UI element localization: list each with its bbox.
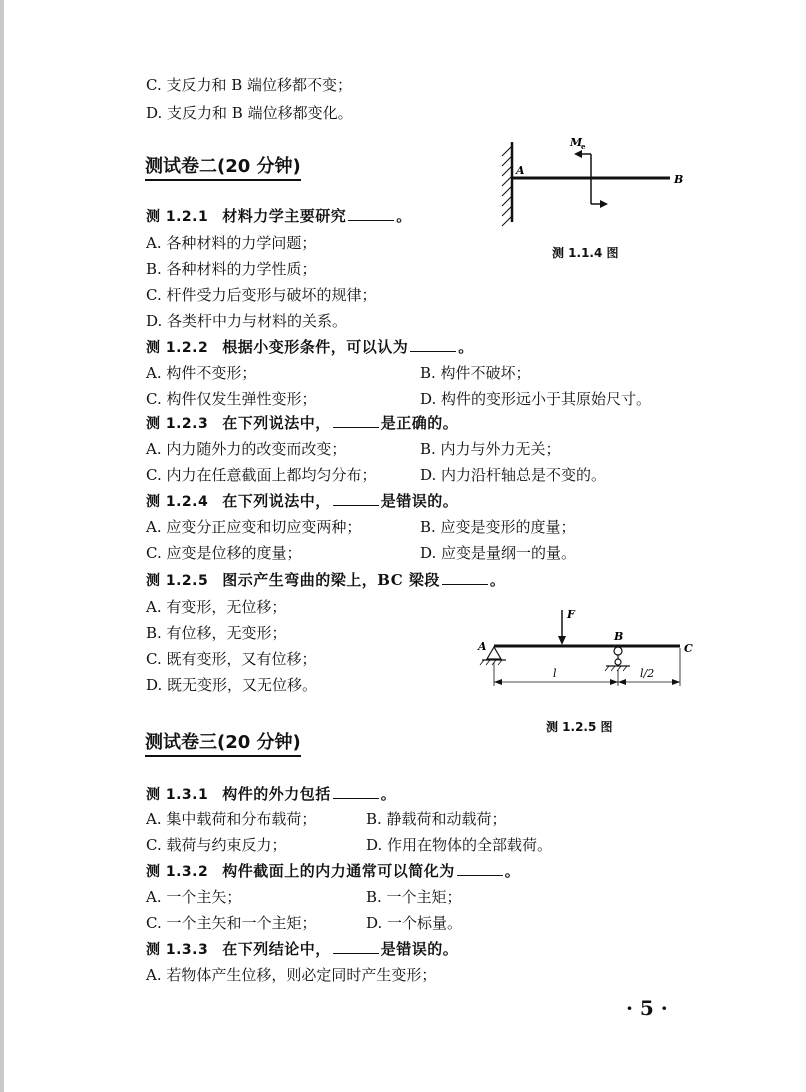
section-title	[145, 728, 301, 754]
option-text: A. 各种材料的力学问题；	[146, 234, 317, 252]
answer-blank	[442, 570, 488, 585]
question-stem	[146, 336, 474, 359]
roller-support-b	[605, 647, 630, 671]
option-text: D. 作用在物体的全部载荷。	[366, 836, 553, 854]
label-b: B	[614, 630, 624, 643]
option-text: B. 构件不破坏；	[420, 364, 531, 382]
fixed-wall-support	[502, 142, 512, 226]
section-title	[145, 152, 301, 178]
option-text: C. 应变是位移的度量；	[146, 544, 302, 562]
option-text: B. 各种材料的力学性质；	[146, 260, 317, 278]
label-a: A	[516, 164, 525, 177]
question-number: 测 1.3.3	[146, 942, 209, 958]
section-title-text: 测试卷三(20 分钟)	[145, 732, 301, 753]
question-number: 测 1.2.2	[146, 340, 209, 356]
question-text-end: 。	[458, 338, 474, 356]
question-text: 在下列说法中，	[222, 492, 331, 510]
option-text: D. 既无变形，又无位移。	[146, 676, 318, 694]
answer-blank	[333, 784, 379, 799]
question-stem	[146, 860, 520, 883]
option-text: B. 内力与外力无关；	[420, 440, 561, 458]
option-text: C. 一个主矢和一个主矩；	[146, 914, 317, 932]
page-number: · 5 ·	[626, 996, 668, 1020]
answer-blank	[348, 206, 394, 221]
option-text: C. 杆件受力后变形与破坏的规律；	[146, 286, 377, 304]
option-text: C. 构件仅发生弹性变形；	[146, 390, 317, 408]
question-text-end: 。	[489, 571, 506, 589]
option-text: B. 应变是变形的度量；	[420, 518, 576, 536]
answer-blank	[410, 337, 456, 352]
option-text: A. 一个主矢；	[146, 888, 242, 906]
option-text: A. 应变分正应变和切应变两种；	[146, 518, 362, 536]
option-text: D. 应变是量纲一的量。	[420, 544, 577, 562]
label-overhang-l2: l/2	[640, 667, 655, 680]
question-number: 测 1.3.1	[146, 787, 209, 803]
option-text: A. 若物体产生位移，则必定同时产生变形；	[146, 966, 437, 984]
answer-blank	[333, 939, 379, 954]
option-text: A. 内力随外力的改变而改变；	[146, 440, 347, 458]
option-text: B. 静载荷和动载荷；	[366, 810, 507, 828]
question-text: 构件的外力包括	[222, 785, 331, 803]
option-text: C. 既有变形，又有位移；	[146, 650, 317, 668]
option-text: A. 构件不变形；	[146, 364, 257, 382]
label-moment: M	[570, 136, 583, 149]
question-text: 图示产生弯曲的梁上，BC 梁段	[222, 571, 440, 589]
answer-blank	[457, 861, 503, 876]
question-number: 测 1.2.1	[146, 209, 209, 225]
option-text: D. 各类杆中力与材料的关系。	[146, 312, 348, 330]
question-text: 构件截面上的内力通常可以简化为	[222, 862, 455, 880]
label-a: A	[478, 640, 487, 653]
question-text: 材料力学主要研究	[222, 207, 347, 225]
answer-blank	[333, 491, 379, 506]
option-text: B. 一个主矩；	[366, 888, 462, 906]
figure-cantilever-diagram	[490, 130, 700, 240]
question-text: 在下列说法中，	[222, 414, 331, 432]
question-stem	[146, 490, 458, 513]
question-stem	[146, 412, 458, 435]
option-text: D. 支反力和 B 端位移都变化。	[146, 104, 353, 122]
label-f: F	[567, 608, 575, 621]
question-text-end: 。	[504, 862, 521, 880]
force-arrow-f	[558, 610, 566, 645]
label-span-l: l	[553, 667, 557, 680]
section-title-text: 测试卷二(20 分钟)	[145, 156, 301, 177]
question-stem	[146, 938, 458, 961]
question-stem	[146, 205, 412, 228]
question-text: 根据小变形条件，可以认为	[222, 338, 409, 356]
option-text: C. 内力在任意截面上都均匀分布；	[146, 466, 377, 484]
question-text-end: 是错误的。	[380, 940, 459, 958]
figure-beam-diagram	[470, 606, 700, 696]
option-text: B. 有位移，无变形；	[146, 624, 287, 642]
question-stem	[146, 783, 396, 806]
question-text-end: 是正确的。	[380, 414, 459, 432]
option-text: D. 内力沿杆轴总是不变的。	[420, 466, 607, 484]
option-text: D. 一个标量。	[366, 914, 463, 932]
answer-blank	[333, 413, 379, 428]
option-text: A. 有变形，无位移；	[146, 598, 287, 616]
question-text-end: 。	[396, 207, 412, 225]
question-text-end: 。	[380, 785, 397, 803]
figure-caption: 测 1.2.5 图	[546, 720, 613, 734]
question-stem	[146, 569, 505, 592]
question-number: 测 1.2.3	[146, 416, 209, 432]
option-text: C. 载荷与约束反力；	[146, 836, 287, 854]
option-text: A. 集中载荷和分布载荷；	[146, 810, 317, 828]
question-text: 在下列结论中，	[222, 940, 331, 958]
question-number: 测 1.2.5	[146, 573, 209, 589]
label-moment-subscript: e	[581, 142, 586, 151]
question-text-end: 是错误的。	[380, 492, 459, 510]
label-b: B	[674, 173, 684, 186]
label-c: C	[684, 642, 693, 655]
question-number: 测 1.3.2	[146, 864, 209, 880]
question-number: 测 1.2.4	[146, 494, 209, 510]
option-text: C. 支反力和 B 端位移都不变；	[146, 76, 353, 94]
figure-caption: 测 1.1.4 图	[552, 246, 619, 260]
option-text: D. 构件的变形远小于其原始尺寸。	[420, 390, 652, 408]
page-edge	[0, 0, 4, 1092]
